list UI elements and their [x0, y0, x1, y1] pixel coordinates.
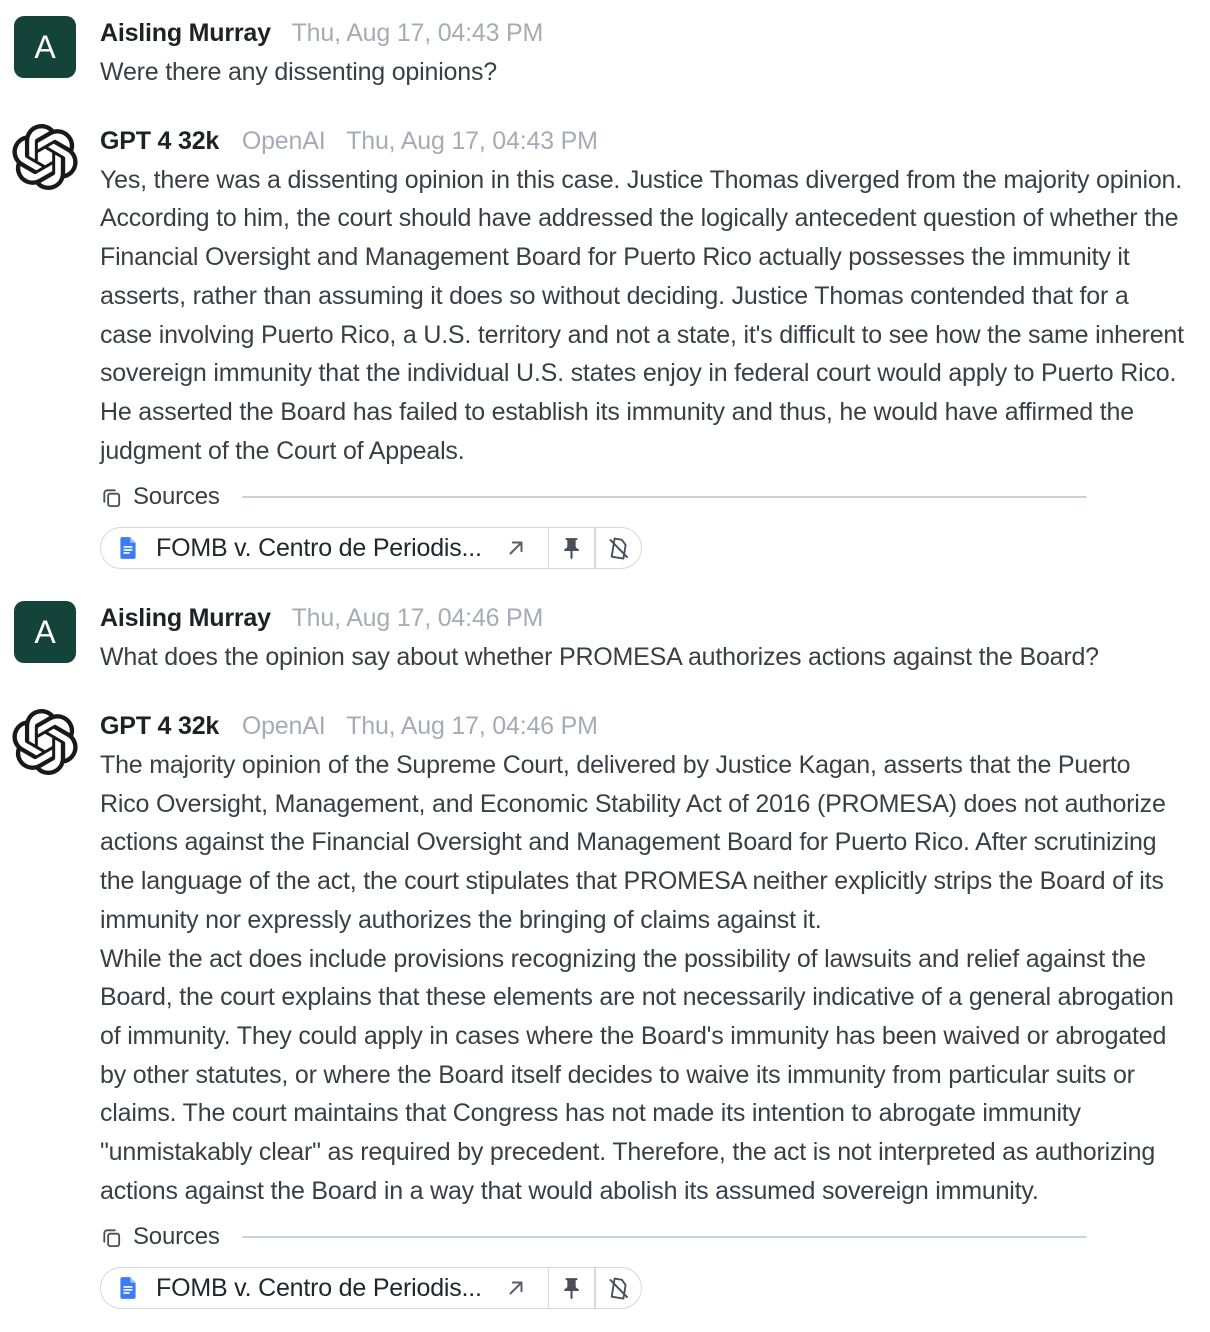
author-name: Aisling Murray — [100, 604, 271, 633]
hide-citations-button[interactable] — [596, 528, 641, 568]
message-content — [100, 122, 1186, 570]
user-avatar: A — [14, 16, 76, 78]
model-provider: OpenAI — [241, 712, 326, 741]
source-title: FOMB v. Centro de Periodis... — [156, 1273, 482, 1302]
message-assistant-2 — [14, 707, 1190, 1309]
message-assistant-1 — [14, 122, 1190, 570]
external-link-icon — [504, 536, 528, 560]
model-name: GPT 4 32k — [100, 712, 220, 741]
avatar-column — [14, 14, 100, 92]
avatar-column — [14, 599, 100, 677]
pin-source-button[interactable] — [549, 1268, 594, 1308]
message-body — [100, 746, 1186, 1210]
source-chip-main[interactable] — [101, 1268, 548, 1308]
external-link-icon — [504, 1276, 528, 1300]
message-content — [100, 599, 1186, 677]
message-body — [100, 638, 1186, 677]
message-timestamp: Thu, Aug 17, 04:46 PM — [291, 604, 544, 633]
avatar-column — [14, 122, 100, 570]
model-name: GPT 4 32k — [100, 126, 220, 155]
message-body — [100, 53, 1186, 92]
pin-source-button[interactable] — [549, 528, 594, 568]
model-provider: OpenAI — [241, 126, 326, 155]
message-header — [100, 599, 1186, 638]
message-content — [100, 14, 1186, 92]
message-header — [100, 14, 1186, 53]
message-header — [100, 707, 1186, 746]
author-name: Aisling Murray — [100, 19, 271, 47]
pushpin-icon — [559, 1276, 584, 1301]
message-user-2 — [14, 599, 1190, 677]
sources-section — [100, 1223, 1186, 1309]
openai-logo-icon — [12, 124, 78, 190]
message-timestamp: Thu, Aug 17, 04:43 PM — [291, 19, 544, 47]
source-title: FOMB v. Centro de Periodis... — [156, 533, 482, 562]
sources-section — [100, 483, 1186, 569]
source-chip[interactable] — [100, 1267, 642, 1309]
copy-pages-icon — [100, 1226, 123, 1249]
sources-header — [100, 483, 1087, 511]
openai-logo-icon — [12, 709, 78, 775]
message-content — [100, 707, 1186, 1309]
message-header — [100, 122, 1186, 161]
document-icon — [115, 1275, 141, 1301]
source-chip-main[interactable] — [101, 528, 548, 568]
message-body — [100, 161, 1186, 471]
message-paragraph: Were there any dissenting opinions? — [100, 58, 497, 86]
message-paragraph: What does the opinion say about whether PROMESA authorizes actions against the Board? — [100, 643, 1099, 672]
message-user-1 — [14, 14, 1190, 92]
message-timestamp: Thu, Aug 17, 04:43 PM — [346, 126, 598, 155]
source-chip[interactable] — [100, 527, 642, 569]
sources-label: Sources — [133, 1223, 220, 1251]
user-avatar: A — [14, 601, 76, 663]
avatar-column — [14, 707, 100, 1309]
pushpin-icon — [559, 536, 584, 561]
message-paragraph: While the act does include provisions recognizing the possibility of lawsuits and relief against the Board, the court explains that these elements are not necessarily indicative of a general abrogation of immunity. They could apply in cases where the Board's immunity has been waived or abrogated by other statutes, or where the Board itself decides to waive its immunity from particular suits or claims. The court maintains that Congress has not made its intention to abrogate immunity "unmistakably clear" as required by precedent. Therefore, the act is not interpreted as authorizing actions against the Board in a way that would abolish its assumed sovereign immunity. — [100, 944, 1174, 1205]
message-paragraph: Yes, there was a dissenting opinion in this case. Justice Thomas diverged from the majority opinion. According to him, the court should have addressed the logically antecedent question of whether the Financial Oversight and Management Board for Puerto Rico actually possesses the immunity it asserts, rather than assuming it does so without deciding. Justice Thomas contended that for a case involving Puerto Rico, a U.S. territory and not a state, it's difficult to see how the same inherent sovereign immunity that the individual U.S. states enjoy in federal court would apply to Puerto Rico. He asserted the Board has failed to establish its immunity and thus, he would have affirmed the judgment of the Court of Appeals. — [100, 165, 1184, 465]
message-timestamp: Thu, Aug 17, 04:46 PM — [346, 712, 598, 741]
document-slash-icon — [606, 536, 631, 561]
sources-divider — [242, 496, 1087, 498]
copy-pages-icon — [100, 486, 123, 509]
message-paragraph: The majority opinion of the Supreme Court, delivered by Justice Kagan, asserts that the Puerto Rico Oversight, Management, and Economic Stability Act of 2016 (PROMESA) does not authorize actions against the Financial Oversight and Management Board for Puerto Rico. After scrutinizing the language of the act, the court stipulates that PROMESA neither explicitly strips the Board of its immunity nor expressly authorizes the bringing of claims against it. — [100, 751, 1166, 934]
document-icon — [115, 535, 141, 561]
sources-label: Sources — [133, 483, 220, 511]
sources-header — [100, 1223, 1087, 1251]
document-slash-icon — [606, 1276, 631, 1301]
sources-divider — [242, 1236, 1087, 1238]
hide-citations-button[interactable] — [596, 1268, 641, 1308]
